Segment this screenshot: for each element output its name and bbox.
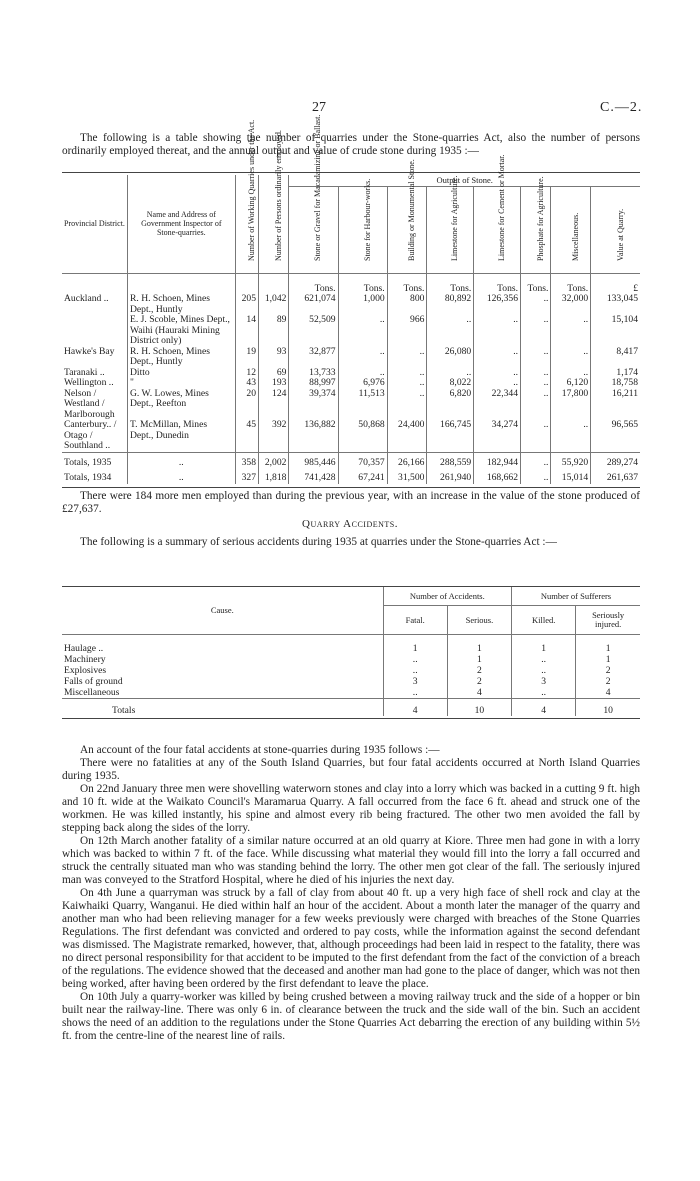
cause-cell: Falls of ground <box>64 676 123 687</box>
phosphate-cell: .. <box>521 315 551 347</box>
col-fatal-header: Fatal. <box>383 606 447 635</box>
stone-cell: 136,882 <box>289 420 338 452</box>
phosphate-cell: .. <box>521 452 551 468</box>
quarries-cell: 19 <box>235 347 258 368</box>
col-serious-header: Serious. <box>447 606 511 635</box>
injured-cell: 2 <box>576 676 640 687</box>
building-cell: .. <box>387 368 427 379</box>
serious-cell: 4 <box>447 687 511 699</box>
injured-total: 10 <box>576 699 640 717</box>
table-row <box>62 378 640 389</box>
killed-total: 4 <box>512 699 576 717</box>
persons-cell: 1,818 <box>259 468 289 484</box>
harbour-cell: 70,357 <box>338 452 387 468</box>
table-row <box>62 643 640 654</box>
col-cause-header: Cause. <box>210 605 234 615</box>
lime_agri-cell: 261,940 <box>427 468 474 484</box>
col-killed-header: Killed. <box>512 606 576 635</box>
injured-cell: 1 <box>576 654 640 665</box>
inspector-cell: R. H. Schoen, Mines Dept., Huntly <box>128 347 236 368</box>
district-cell: Nelson / Westland / Marlborough <box>64 387 115 420</box>
phosphate-cell: .. <box>521 420 551 452</box>
unit-label: Tons. <box>289 273 338 294</box>
quarries-cell: 12 <box>235 368 258 379</box>
misc-cell: 55,920 <box>551 452 591 468</box>
col-misc-header: Miscellaneous. <box>551 186 591 273</box>
totals-label: Totals <box>112 705 136 716</box>
lime_agri-cell: 80,892 <box>427 294 474 315</box>
intro-paragraph: The following is a table showing the number of quarries under the Stone-quarries Act, also the number of persons ordinarily employed thereat, and the annual output and value of crude stone during 1935 :— <box>62 132 640 157</box>
table-row <box>62 676 640 687</box>
inspector-cell: .. <box>128 468 236 484</box>
narrative-paragraph: There were no fatalities at any of the South Island Quarries, but four fatal accidents occurred at North Island Quarries during 1935. <box>62 757 640 782</box>
totals-label: Totals, 1935 <box>64 456 112 468</box>
building-cell: 24,400 <box>387 420 427 452</box>
persons-cell: 89 <box>259 315 289 347</box>
persons-cell: 124 <box>259 389 289 421</box>
quarries-cell: 43 <box>235 378 258 389</box>
col-district-header: Provincial District. <box>64 219 125 229</box>
district-cell: Taranaki .. <box>64 366 105 378</box>
fatal-cell: 3 <box>383 676 447 687</box>
harbour-cell: 6,976 <box>338 378 387 389</box>
value-cell: 8,417 <box>591 347 640 368</box>
stone-cell: 741,428 <box>289 468 338 484</box>
building-cell: .. <box>387 378 427 389</box>
col-value-header: Value at Quarry. <box>591 186 640 273</box>
unit-label: Tons. <box>521 273 551 294</box>
employment-summary: There were 184 more men employed than during the previous year, with an increase in the value of the stone produced of £27,637. <box>62 490 640 515</box>
narrative-paragraph: On 10th July a quarry-worker was killed by being crushed between a moving railway truck and the side of a hopper or bin built near the railway-line. There was only 6 in. of clearance between the truck and the side wall of the bin. Such an accident shows the need of an addition to the regulations under the Stone Quarries Act debarring the erection of any building within 5½ ft. from the centre-line of the nearest line of rails. <box>62 991 640 1042</box>
stone-cell: 13,733 <box>289 368 338 379</box>
cause-cell: Miscellaneous <box>64 687 120 698</box>
district-cell: Canterbury.. / Otago / Southland .. <box>64 419 117 451</box>
unit-label: Tons. <box>474 273 521 294</box>
quarries-cell: 45 <box>235 420 258 452</box>
misc-cell: .. <box>551 347 591 368</box>
table-row <box>62 368 640 379</box>
totals-row <box>62 699 640 717</box>
col-phosphate-header: Phosphate for Agriculture. <box>521 186 551 273</box>
building-cell: 800 <box>387 294 427 315</box>
table-row <box>62 420 640 452</box>
stone-cell: 39,374 <box>289 389 338 421</box>
value-cell: 15,104 <box>591 315 640 347</box>
harbour-cell: 1,000 <box>338 294 387 315</box>
unit-label: Tons. <box>338 273 387 294</box>
misc-cell: 17,800 <box>551 389 591 421</box>
col-persons-header: Number of Persons ordinarily employed. <box>259 175 289 273</box>
narrative <box>62 744 640 1043</box>
unit-label: Tons. <box>427 273 474 294</box>
fatal-total: 4 <box>383 699 447 717</box>
injured-cell: 4 <box>576 687 640 699</box>
lime_cement-cell: .. <box>474 315 521 347</box>
col-inspector-header: Name and Address of Government Inspector of Stone-quarries. <box>128 175 236 273</box>
table-row <box>62 665 640 676</box>
killed-cell: .. <box>512 665 576 676</box>
lime_cement-cell: 168,662 <box>474 468 521 484</box>
table-row <box>62 389 640 421</box>
page-number: 27 <box>312 100 326 115</box>
quarries-cell: 20 <box>235 389 258 421</box>
stone-cell: 32,877 <box>289 347 338 368</box>
cause-cell: Haulage .. <box>64 643 104 654</box>
totals-label: Totals, 1934 <box>64 472 112 483</box>
fatal-cell: 1 <box>383 643 447 654</box>
table-row <box>62 687 640 699</box>
col-stone-header: Stone or Gravel for Macadamizing or Ballast. <box>289 186 338 273</box>
totals-row <box>62 468 640 484</box>
lime_agri-cell: .. <box>427 315 474 347</box>
persons-cell: 2,002 <box>259 452 289 468</box>
value-cell: 96,565 <box>591 420 640 452</box>
accidents-group-header: Number of Accidents. <box>383 587 511 606</box>
stone-cell: 88,997 <box>289 378 338 389</box>
lime_cement-cell: 182,944 <box>474 452 521 468</box>
phosphate-cell: .. <box>521 468 551 484</box>
value-cell: 133,045 <box>591 294 640 315</box>
killed-cell: .. <box>512 687 576 699</box>
building-cell: 26,166 <box>387 452 427 468</box>
phosphate-cell: .. <box>521 389 551 421</box>
stone-cell: 621,074 <box>289 294 338 315</box>
output-group-header: Output of Stone. <box>289 175 640 186</box>
value-cell: 289,274 <box>591 452 640 468</box>
cause-cell: Machinery <box>64 654 106 665</box>
building-cell: 966 <box>387 315 427 347</box>
stone-cell: 985,446 <box>289 452 338 468</box>
lime_agri-cell: 166,745 <box>427 420 474 452</box>
lime_cement-cell: .. <box>474 368 521 379</box>
quarries-cell: 205 <box>235 294 258 315</box>
misc-cell: 6,120 <box>551 378 591 389</box>
inspector-cell: T. McMillan, Mines Dept., Dunedin <box>128 420 236 452</box>
inspector-cell: E. J. Scoble, Mines Dept., Waihi (Hauraki Mining District only) <box>128 315 236 347</box>
persons-cell: 193 <box>259 378 289 389</box>
value-cell: 261,637 <box>591 468 640 484</box>
killed-cell: .. <box>512 654 576 665</box>
table-row <box>62 347 640 368</box>
col-harbour-header: Stone for Harbour-works. <box>338 186 387 273</box>
inspector-cell: .. <box>128 452 236 468</box>
table-row <box>62 654 640 665</box>
lime_agri-cell: .. <box>427 368 474 379</box>
harbour-cell: .. <box>338 347 387 368</box>
district-cell: Wellington .. <box>64 377 114 388</box>
totals-row <box>62 452 640 468</box>
persons-cell: 392 <box>259 420 289 452</box>
building-cell: 31,500 <box>387 468 427 484</box>
misc-cell: .. <box>551 315 591 347</box>
document-reference: C.—2. <box>600 100 643 115</box>
building-cell: .. <box>387 347 427 368</box>
killed-cell: 1 <box>512 643 576 654</box>
harbour-cell: 67,241 <box>338 468 387 484</box>
lime_cement-cell: 34,274 <box>474 420 521 452</box>
value-cell: 16,211 <box>591 389 640 421</box>
col-lime-agri-header: Limestone for Agriculture. <box>427 186 474 273</box>
harbour-cell: .. <box>338 368 387 379</box>
accidents-table <box>62 586 640 719</box>
value-cell: 1,174 <box>591 368 640 379</box>
serious-cell: 2 <box>447 665 511 676</box>
district-cell <box>62 315 128 347</box>
misc-cell: .. <box>551 420 591 452</box>
serious-total: 10 <box>447 699 511 717</box>
accidents-heading: Quarry Accidents. <box>302 518 398 530</box>
inspector-cell: R. H. Schoen, Mines Dept., Huntly <box>128 294 236 315</box>
accidents-intro: The following is a summary of serious accidents during 1935 at quarries under the Stone-quarries Act :— <box>80 536 557 548</box>
persons-cell: 93 <box>259 347 289 368</box>
quarries-cell: 327 <box>235 468 258 484</box>
col-building-header: Building or Monumental Stone. <box>387 186 427 273</box>
quarries-cell: 14 <box>235 315 258 347</box>
phosphate-cell: .. <box>521 347 551 368</box>
lime_cement-cell: 22,344 <box>474 389 521 421</box>
phosphate-cell: .. <box>521 368 551 379</box>
phosphate-cell: .. <box>521 294 551 315</box>
phosphate-cell: .. <box>521 378 551 389</box>
value-cell: 18,758 <box>591 378 640 389</box>
table-row <box>62 294 640 315</box>
lime_agri-cell: 26,080 <box>427 347 474 368</box>
harbour-cell: .. <box>338 315 387 347</box>
killed-cell: 3 <box>512 676 576 687</box>
serious-cell: 1 <box>447 654 511 665</box>
stone-cell: 52,509 <box>289 315 338 347</box>
col-injured-header: Seriously injured. <box>576 606 640 635</box>
lime_agri-cell: 288,559 <box>427 452 474 468</box>
lime_cement-cell: .. <box>474 347 521 368</box>
injured-cell: 1 <box>576 643 640 654</box>
serious-cell: 1 <box>447 643 511 654</box>
serious-cell: 2 <box>447 676 511 687</box>
unit-label: Tons. <box>551 273 591 294</box>
unit-label: Tons. <box>387 273 427 294</box>
fatal-cell: .. <box>383 665 447 676</box>
fatal-cell: .. <box>383 654 447 665</box>
district-cell: Auckland .. <box>64 293 109 304</box>
lime_cement-cell: .. <box>474 378 521 389</box>
harbour-cell: 50,868 <box>338 420 387 452</box>
harbour-cell: 11,513 <box>338 389 387 421</box>
lime_cement-cell: 126,356 <box>474 294 521 315</box>
inspector-cell: Ditto <box>128 368 236 379</box>
inspector-cell: " <box>128 378 236 389</box>
narrative-paragraph: On 4th June a quarryman was struck by a fall of clay from about 40 ft. up a very high face of shell rock and clay at the Kaiwhaiki Quarry, Wanganui. He died within half an hour of the accident. About a month later the manager of the quarry and another man who had been relieving manager for a few weeks previously were charged with breaches of the Stone Quarries Regulations. The first defendant was convicted and ordered to pay costs, while the information against the second defendant was dismissed. The Magistrate remarked, however, that, although proceedings had been laid in respect to the fatality, there was no direct personal responsibility for that accident to be imputed to the first defendant from the fact of the conviction of a breach of the regulations. The evidence showed that the deceased and another man had gone to the place of danger, which was not then being worked, after having been ordered by the first defendant to leave the place. <box>62 887 640 990</box>
misc-cell: .. <box>551 368 591 379</box>
inspector-cell: G. W. Lowes, Mines Dept., Reefton <box>128 389 236 421</box>
col-lime-cement-header: Limestone for Cement or Mortar. <box>474 186 521 273</box>
fatal-cell: .. <box>383 687 447 699</box>
sufferers-group-header: Number of Sufferers <box>512 587 640 606</box>
quarries-cell: 358 <box>235 452 258 468</box>
lime_agri-cell: 6,820 <box>427 389 474 421</box>
col-quarries-header: Number of Working Quarries under the Act. <box>235 175 258 273</box>
table-row <box>62 315 640 347</box>
misc-cell: 15,014 <box>551 468 591 484</box>
narrative-paragraph: On 12th March another fatality of a similar nature occurred at an old quarry at Kiore. Three men had gone in with a lorry which was backed to within 7 ft. of the face. While discussing what material they would fill into the lorry a fall occurred and struck the centrally situated man who was standing behind the lorry. The other men got clear of the fall. The seriously injured man was conveyed to the Stratford Hospital, where he died of his injuries the next day. <box>62 835 640 886</box>
narrative-paragraph: On 22nd January three men were shovelling waterworn stones and clay into a lorry which was backed in a cutting 9 ft. high and 10 ft. wide at the Waikato Council's Maramarua Quarry. A fall occurred from the face 6 ft. ahead and struck one of the workmen. He was killed instantly, his spine and almost every rib being fractured. The other two men avoided the fall by stepping back along the sides of the lorry. <box>62 783 640 834</box>
cause-cell: Explosives <box>64 665 107 676</box>
district-cell: Hawke's Bay <box>64 345 115 357</box>
lime_agri-cell: 8,022 <box>427 378 474 389</box>
persons-cell: 1,042 <box>259 294 289 315</box>
injured-cell: 2 <box>576 665 640 676</box>
unit-label: £ <box>591 273 640 294</box>
misc-cell: 32,000 <box>551 294 591 315</box>
fatal-accidents-intro: An account of the four fatal accidents at stone-quarries during 1935 follows :— <box>80 744 440 756</box>
building-cell: .. <box>387 389 427 421</box>
persons-cell: 69 <box>259 368 289 379</box>
